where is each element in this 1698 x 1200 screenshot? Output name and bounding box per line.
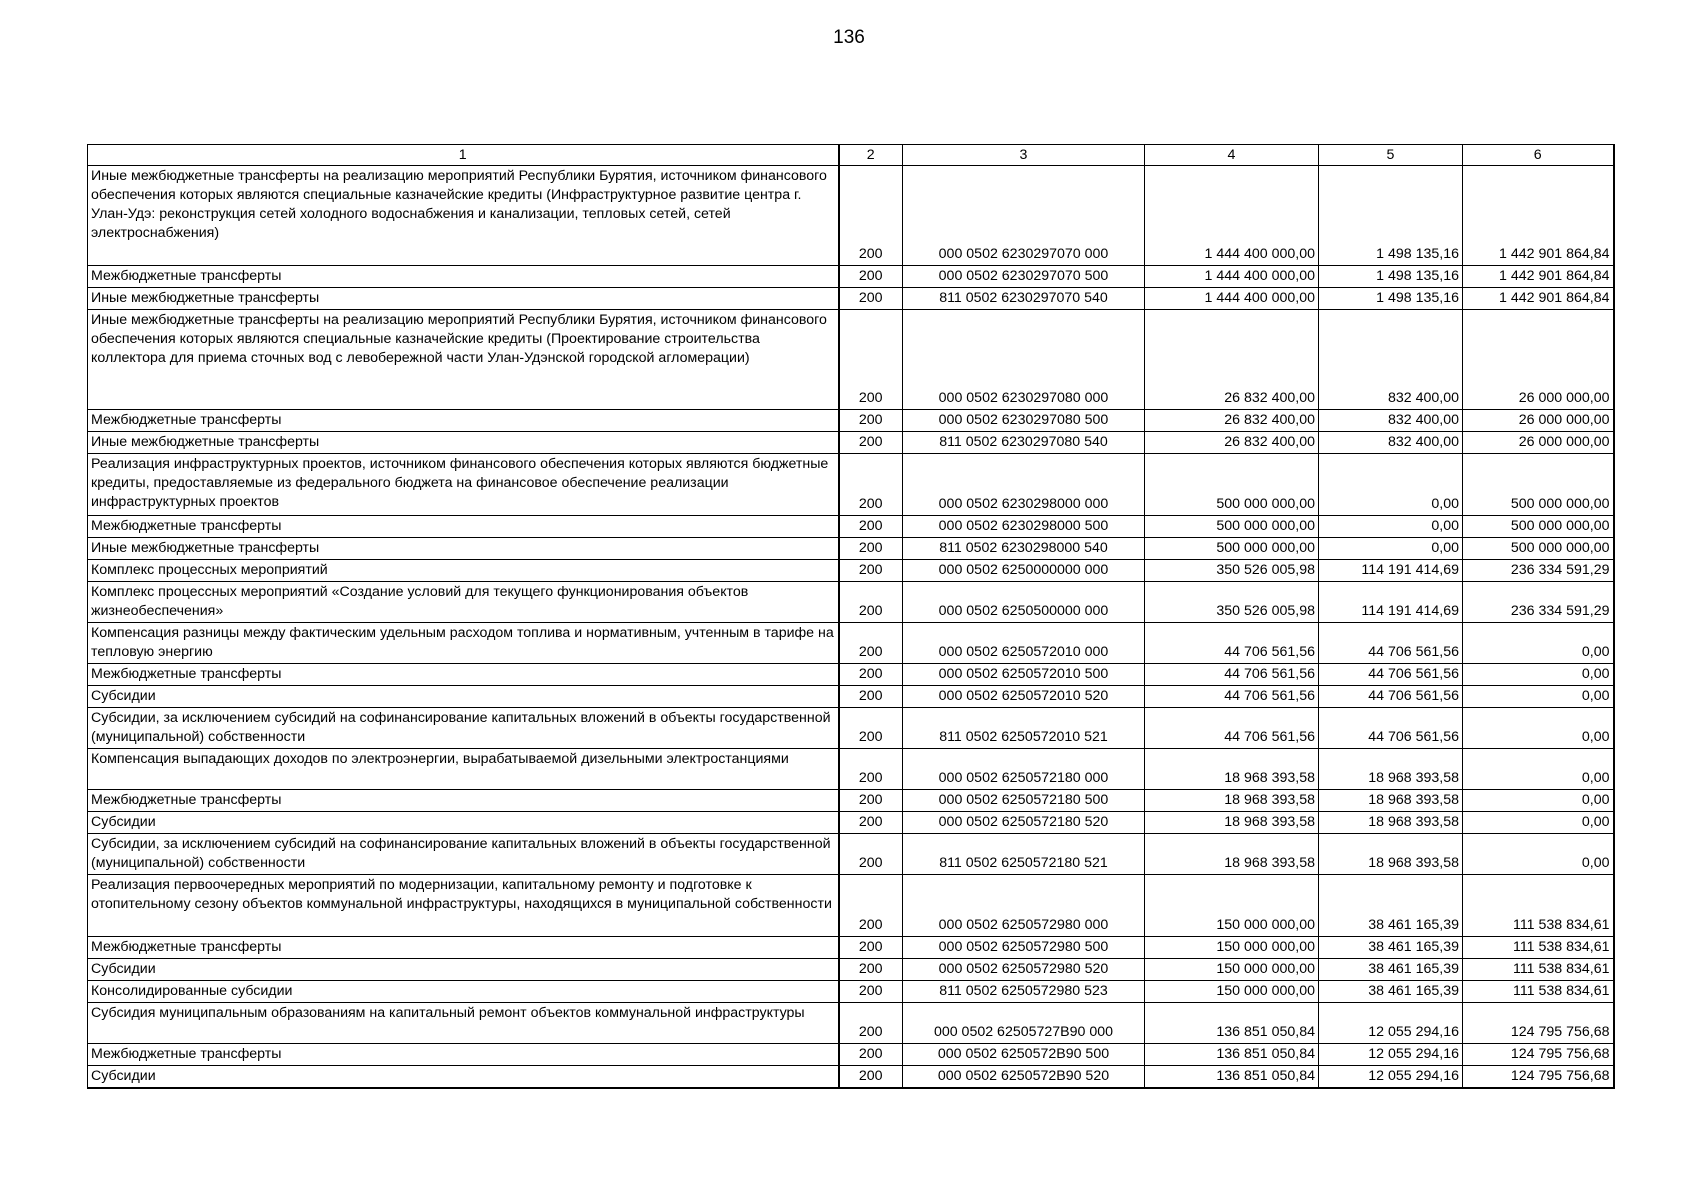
table-row: [88, 1044, 1614, 1066]
row-name-cell: Межбюджетные трансферты: [88, 937, 839, 959]
row-name-cell: Компенсация разницы между фактическим удельным расходом топлива и нормативным, учтенным в тарифе на тепловую энергию: [88, 623, 839, 664]
row-code-cell: 000 0502 6230297070 500: [903, 266, 1145, 288]
row-admin-cell: 200: [839, 812, 903, 834]
row-executed-cell: 832 400,00: [1319, 432, 1463, 454]
table-row: [88, 959, 1614, 981]
row-approved-cell: 500 000 000,00: [1145, 538, 1319, 560]
row-code-cell: 000 0502 6250572180 000: [903, 749, 1145, 790]
row-name-cell: Межбюджетные трансферты: [88, 1044, 839, 1066]
row-name-cell: Реализация инфраструктурных проектов, источником финансового обеспечения которых являются бюджетные кредиты, предоставляемые из федерального бюджета на финансовое обеспечение реализации инфраструктурных проектов: [88, 454, 839, 516]
row-executed-cell: 832 400,00: [1319, 410, 1463, 432]
row-executed-cell: 44 706 561,56: [1319, 686, 1463, 708]
row-approved-cell: 44 706 561,56: [1145, 664, 1319, 686]
row-code-cell: 000 0502 6250572980 520: [903, 959, 1145, 981]
row-approved-cell: 44 706 561,56: [1145, 708, 1319, 749]
row-name-cell: Иные межбюджетные трансферты: [88, 432, 839, 454]
row-name-cell: Межбюджетные трансферты: [88, 664, 839, 686]
row-admin-cell: 200: [839, 582, 903, 623]
table-row: [88, 582, 1614, 623]
table-row: [88, 937, 1614, 959]
table-row: [88, 538, 1614, 560]
column-number-row: [88, 145, 1614, 166]
table-row: [88, 623, 1614, 664]
row-admin-cell: 200: [839, 937, 903, 959]
row-admin-cell: 200: [839, 166, 903, 266]
row-admin-cell: 200: [839, 266, 903, 288]
row-executed-cell: 1 498 135,16: [1319, 266, 1463, 288]
table-row: [88, 875, 1614, 937]
row-remaining-cell: 124 795 756,68: [1463, 1066, 1614, 1089]
row-remaining-cell: 111 538 834,61: [1463, 875, 1614, 937]
row-name-cell: Межбюджетные трансферты: [88, 516, 839, 538]
table-row: [88, 432, 1614, 454]
row-remaining-cell: 500 000 000,00: [1463, 516, 1614, 538]
row-executed-cell: 44 706 561,56: [1319, 623, 1463, 664]
row-name-cell: Комплекс процессных мероприятий: [88, 560, 839, 582]
column-number: 4: [1145, 145, 1319, 166]
row-approved-cell: 1 444 400 000,00: [1145, 166, 1319, 266]
column-number: 2: [839, 145, 903, 166]
row-approved-cell: 350 526 005,98: [1145, 560, 1319, 582]
row-code-cell: 000 0502 6250000000 000: [903, 560, 1145, 582]
row-admin-cell: 200: [839, 708, 903, 749]
row-code-cell: 811 0502 6230298000 540: [903, 538, 1145, 560]
row-name-cell: Иные межбюджетные трансферты на реализацию мероприятий Республики Бурятия, источником финансового обеспечения которых являются специальные казначейские кредиты (Инфраструктурное развитие центра г. Улан-Удэ: реконструкция сетей холодного водоснабжения и канализации, тепловых сетей, сетей электроснабжения): [88, 166, 839, 266]
row-remaining-cell: 0,00: [1463, 664, 1614, 686]
row-approved-cell: 18 968 393,58: [1145, 790, 1319, 812]
row-code-cell: 000 0502 6230297080 000: [903, 310, 1145, 410]
row-approved-cell: 26 832 400,00: [1145, 432, 1319, 454]
row-remaining-cell: 0,00: [1463, 834, 1614, 875]
row-admin-cell: 200: [839, 959, 903, 981]
row-executed-cell: 0,00: [1319, 516, 1463, 538]
column-number: 1: [88, 145, 839, 166]
row-executed-cell: 12 055 294,16: [1319, 1044, 1463, 1066]
row-code-cell: 811 0502 6250572180 521: [903, 834, 1145, 875]
row-remaining-cell: 111 538 834,61: [1463, 937, 1614, 959]
row-executed-cell: 1 498 135,16: [1319, 288, 1463, 310]
row-code-cell: 000 0502 6230298000 500: [903, 516, 1145, 538]
row-remaining-cell: 1 442 901 864,84: [1463, 288, 1614, 310]
row-admin-cell: 200: [839, 560, 903, 582]
row-executed-cell: 12 055 294,16: [1319, 1066, 1463, 1089]
table-row: [88, 516, 1614, 538]
row-approved-cell: 44 706 561,56: [1145, 623, 1319, 664]
row-code-cell: 000 0502 6230298000 000: [903, 454, 1145, 516]
row-approved-cell: 18 968 393,58: [1145, 834, 1319, 875]
row-approved-cell: 1 444 400 000,00: [1145, 288, 1319, 310]
row-admin-cell: 200: [839, 749, 903, 790]
row-executed-cell: 38 461 165,39: [1319, 981, 1463, 1003]
row-name-cell: Реализация первоочередных мероприятий по модернизации, капитальному ремонту и подготовке к отопительному сезону объектов коммунальной инфраструктуры, находящихся в муниципальной собственности: [88, 875, 839, 937]
row-approved-cell: 136 851 050,84: [1145, 1066, 1319, 1089]
row-executed-cell: 44 706 561,56: [1319, 708, 1463, 749]
row-admin-cell: 200: [839, 981, 903, 1003]
row-executed-cell: 18 968 393,58: [1319, 812, 1463, 834]
row-admin-cell: 200: [839, 686, 903, 708]
row-code-cell: 000 0502 6250572010 520: [903, 686, 1145, 708]
row-executed-cell: 38 461 165,39: [1319, 959, 1463, 981]
row-code-cell: 000 0502 62505727В90 000: [903, 1003, 1145, 1044]
row-remaining-cell: 0,00: [1463, 790, 1614, 812]
row-remaining-cell: 0,00: [1463, 812, 1614, 834]
row-name-cell: Консолидированные субсидии: [88, 981, 839, 1003]
table-row: [88, 708, 1614, 749]
row-remaining-cell: 124 795 756,68: [1463, 1003, 1614, 1044]
row-admin-cell: 200: [839, 790, 903, 812]
row-remaining-cell: 0,00: [1463, 623, 1614, 664]
row-name-cell: Субсидии: [88, 812, 839, 834]
row-approved-cell: 18 968 393,58: [1145, 749, 1319, 790]
column-number: 6: [1463, 145, 1614, 166]
row-code-cell: 811 0502 6250572980 523: [903, 981, 1145, 1003]
row-name-cell: Иные межбюджетные трансферты на реализацию мероприятий Республики Бурятия, источником финансового обеспечения которых являются специальные казначейские кредиты (Проектирование строительства коллектора для приема сточных вод с левобережной части Улан-Удэнской городской агломерации): [88, 310, 839, 410]
row-executed-cell: 114 191 414,69: [1319, 560, 1463, 582]
row-code-cell: 000 0502 6250572010 500: [903, 664, 1145, 686]
row-code-cell: 000 0502 6250572180 520: [903, 812, 1145, 834]
row-executed-cell: 38 461 165,39: [1319, 937, 1463, 959]
row-name-cell: Компенсация выпадающих доходов по электроэнергии, вырабатываемой дизельными электростанциями: [88, 749, 839, 790]
row-name-cell: Межбюджетные трансферты: [88, 410, 839, 432]
row-admin-cell: 200: [839, 1044, 903, 1066]
table-row: [88, 981, 1614, 1003]
page-number: 136: [833, 27, 865, 48]
column-number: 5: [1319, 145, 1463, 166]
row-admin-cell: 200: [839, 288, 903, 310]
table-row: [88, 1066, 1614, 1089]
row-name-cell: Субсидии, за исключением субсидий на софинансирование капитальных вложений в объекты государственной (муниципальной) собственности: [88, 834, 839, 875]
row-code-cell: 000 0502 6250500000 000: [903, 582, 1145, 623]
row-approved-cell: 150 000 000,00: [1145, 959, 1319, 981]
table-row: [88, 166, 1614, 266]
row-name-cell: Субсидии: [88, 686, 839, 708]
row-admin-cell: 200: [839, 875, 903, 937]
row-remaining-cell: 111 538 834,61: [1463, 959, 1614, 981]
row-approved-cell: 136 851 050,84: [1145, 1044, 1319, 1066]
row-code-cell: 811 0502 6230297080 540: [903, 432, 1145, 454]
row-approved-cell: 500 000 000,00: [1145, 454, 1319, 516]
table-row: [88, 410, 1614, 432]
row-code-cell: 000 0502 6230297070 000: [903, 166, 1145, 266]
row-admin-cell: 200: [839, 1003, 903, 1044]
row-code-cell: 000 0502 6250572980 500: [903, 937, 1145, 959]
row-approved-cell: 18 968 393,58: [1145, 812, 1319, 834]
row-code-cell: 811 0502 6250572010 521: [903, 708, 1145, 749]
row-code-cell: 000 0502 6250572980 000: [903, 875, 1145, 937]
row-executed-cell: 114 191 414,69: [1319, 582, 1463, 623]
row-name-cell: Субсидии: [88, 959, 839, 981]
row-name-cell: Комплекс процессных мероприятий «Создание условий для текущего функционирования объектов жизнеобеспечения»: [88, 582, 839, 623]
row-admin-cell: 200: [839, 623, 903, 664]
row-remaining-cell: 236 334 591,29: [1463, 560, 1614, 582]
row-admin-cell: 200: [839, 310, 903, 410]
row-executed-cell: 0,00: [1319, 538, 1463, 560]
row-code-cell: 811 0502 6230297070 540: [903, 288, 1145, 310]
row-approved-cell: 26 832 400,00: [1145, 310, 1319, 410]
row-executed-cell: 44 706 561,56: [1319, 664, 1463, 686]
budget-table: [87, 144, 1615, 1089]
row-remaining-cell: 236 334 591,29: [1463, 582, 1614, 623]
row-admin-cell: 200: [839, 516, 903, 538]
table-row: [88, 288, 1614, 310]
row-code-cell: 000 0502 6250572180 500: [903, 790, 1145, 812]
row-admin-cell: 200: [839, 454, 903, 516]
row-approved-cell: 350 526 005,98: [1145, 582, 1319, 623]
row-admin-cell: 200: [839, 410, 903, 432]
row-code-cell: 000 0502 6250572010 000: [903, 623, 1145, 664]
row-admin-cell: 200: [839, 664, 903, 686]
row-name-cell: Межбюджетные трансферты: [88, 790, 839, 812]
row-code-cell: 000 0502 6250572В90 520: [903, 1066, 1145, 1089]
row-executed-cell: 38 461 165,39: [1319, 875, 1463, 937]
row-remaining-cell: 1 442 901 864,84: [1463, 266, 1614, 288]
row-remaining-cell: 26 000 000,00: [1463, 410, 1614, 432]
row-name-cell: Иные межбюджетные трансферты: [88, 288, 839, 310]
table-row: [88, 310, 1614, 410]
column-number: 3: [903, 145, 1145, 166]
row-approved-cell: 150 000 000,00: [1145, 981, 1319, 1003]
row-approved-cell: 26 832 400,00: [1145, 410, 1319, 432]
row-approved-cell: 500 000 000,00: [1145, 516, 1319, 538]
row-remaining-cell: 1 442 901 864,84: [1463, 166, 1614, 266]
row-remaining-cell: 0,00: [1463, 749, 1614, 790]
row-name-cell: Субсидии, за исключением субсидий на софинансирование капитальных вложений в объекты государственной (муниципальной) собственности: [88, 708, 839, 749]
row-admin-cell: 200: [839, 834, 903, 875]
row-remaining-cell: 500 000 000,00: [1463, 454, 1614, 516]
row-approved-cell: 44 706 561,56: [1145, 686, 1319, 708]
row-remaining-cell: 0,00: [1463, 686, 1614, 708]
table-row: [88, 790, 1614, 812]
row-admin-cell: 200: [839, 1066, 903, 1089]
table-row: [88, 812, 1614, 834]
table-row: [88, 266, 1614, 288]
row-remaining-cell: 124 795 756,68: [1463, 1044, 1614, 1066]
row-name-cell: Иные межбюджетные трансферты: [88, 538, 839, 560]
row-executed-cell: 18 968 393,58: [1319, 834, 1463, 875]
table-row: [88, 454, 1614, 516]
row-remaining-cell: 26 000 000,00: [1463, 310, 1614, 410]
row-code-cell: 000 0502 6250572В90 500: [903, 1044, 1145, 1066]
row-executed-cell: 18 968 393,58: [1319, 790, 1463, 812]
row-approved-cell: 136 851 050,84: [1145, 1003, 1319, 1044]
row-executed-cell: 1 498 135,16: [1319, 166, 1463, 266]
table-row: [88, 664, 1614, 686]
table-row: [88, 686, 1614, 708]
row-approved-cell: 150 000 000,00: [1145, 875, 1319, 937]
row-executed-cell: 0,00: [1319, 454, 1463, 516]
table-row: [88, 834, 1614, 875]
row-code-cell: 000 0502 6230297080 500: [903, 410, 1145, 432]
row-approved-cell: 1 444 400 000,00: [1145, 266, 1319, 288]
row-name-cell: Субсидия муниципальным образованиям на капитальный ремонт объектов коммунальной инфраструктуры: [88, 1003, 839, 1044]
table-row: [88, 1003, 1614, 1044]
row-remaining-cell: 26 000 000,00: [1463, 432, 1614, 454]
row-admin-cell: 200: [839, 432, 903, 454]
row-name-cell: Субсидии: [88, 1066, 839, 1089]
row-executed-cell: 12 055 294,16: [1319, 1003, 1463, 1044]
row-executed-cell: 18 968 393,58: [1319, 749, 1463, 790]
row-approved-cell: 150 000 000,00: [1145, 937, 1319, 959]
row-executed-cell: 832 400,00: [1319, 310, 1463, 410]
row-remaining-cell: 500 000 000,00: [1463, 538, 1614, 560]
row-remaining-cell: 111 538 834,61: [1463, 981, 1614, 1003]
table-row: [88, 749, 1614, 790]
row-admin-cell: 200: [839, 538, 903, 560]
row-name-cell: Межбюджетные трансферты: [88, 266, 839, 288]
table-row: [88, 560, 1614, 582]
row-remaining-cell: 0,00: [1463, 708, 1614, 749]
